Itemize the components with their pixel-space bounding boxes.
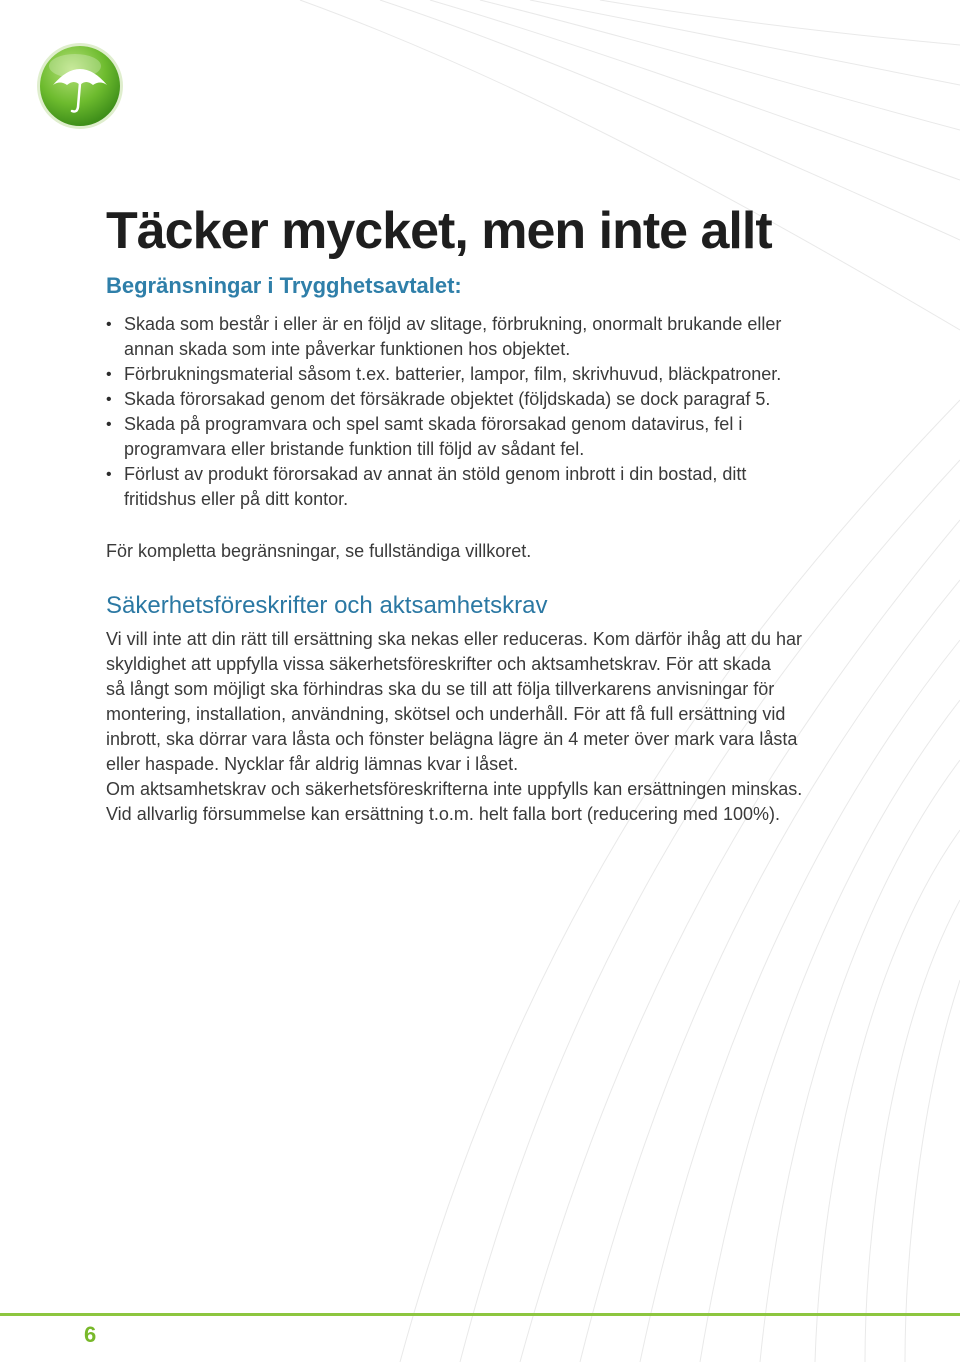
main-content <box>106 200 906 827</box>
footer-divider <box>0 1313 960 1316</box>
bullet: • <box>106 391 112 408</box>
umbrella-logo-icon <box>35 41 125 131</box>
bullet: • <box>106 416 112 433</box>
limitations-heading: Begränsningar i Trygghetsavtalet: <box>106 273 462 298</box>
limitations-list <box>106 312 906 512</box>
page-title: Täcker mycket, men inte allt <box>106 202 772 260</box>
bullet: • <box>106 316 112 333</box>
limitations-note: För kompletta begränsningar, se fullständiga villkoret. <box>106 541 532 561</box>
list-item: • Skada som består i eller är en följd av slitage, förbrukning, onormalt brukande eller annan skada som inte påverkar funktionen hos objektet. <box>106 314 782 359</box>
page-number: 6 <box>84 1322 97 1347</box>
bullet: • <box>106 466 112 483</box>
list-item: • Förlust av produkt förorsakad av annat än stöld genom inbrott i din bostad, ditt fritidshus eller på ditt kontor. <box>106 464 747 509</box>
bullet: • <box>106 366 112 383</box>
list-item: • Förbrukningsmaterial såsom t.ex. batterier, lampor, film, skrivhuvud, bläckpatroner. <box>106 362 906 387</box>
list-item: • Skada förorsakad genom det försäkrade objektet (följdskada) se dock paragraf 5. <box>106 387 906 412</box>
list-item: • Skada på programvara och spel samt skada förorsakad genom datavirus, fel i programvara eller bristande funktion till följd av sådant fel. <box>106 414 743 459</box>
safety-paragraph: Vi vill inte att din rätt till ersättning ska nekas eller reduceras. Kom därför ihåg att du har skyldighet att uppfylla vissa säkerhetsföreskrifter och aktsamhetskrav. För att skada så långt som möjligt ska förhindras ska du se till att följa tillverkarens anvisningar för montering, installation, användning, skötsel och underhåll. För att få full ersättning vid inbrott, ska dörrar vara låsta och fönster belägna lägre än 4 meter över mark vara låsta eller haspade. Nycklar får aldrig lämnas kvar i låset. Om aktsamhetskrav och säkerhetsföreskrifterna inte uppfylls kan ersättningen minskas. Vid allvarlig försummelse kan ersättning t.o.m. helt falla bort (reducering med 100%). <box>106 629 803 824</box>
safety-heading: Säkerhetsföreskrifter och aktsamhetskrav <box>106 592 548 619</box>
